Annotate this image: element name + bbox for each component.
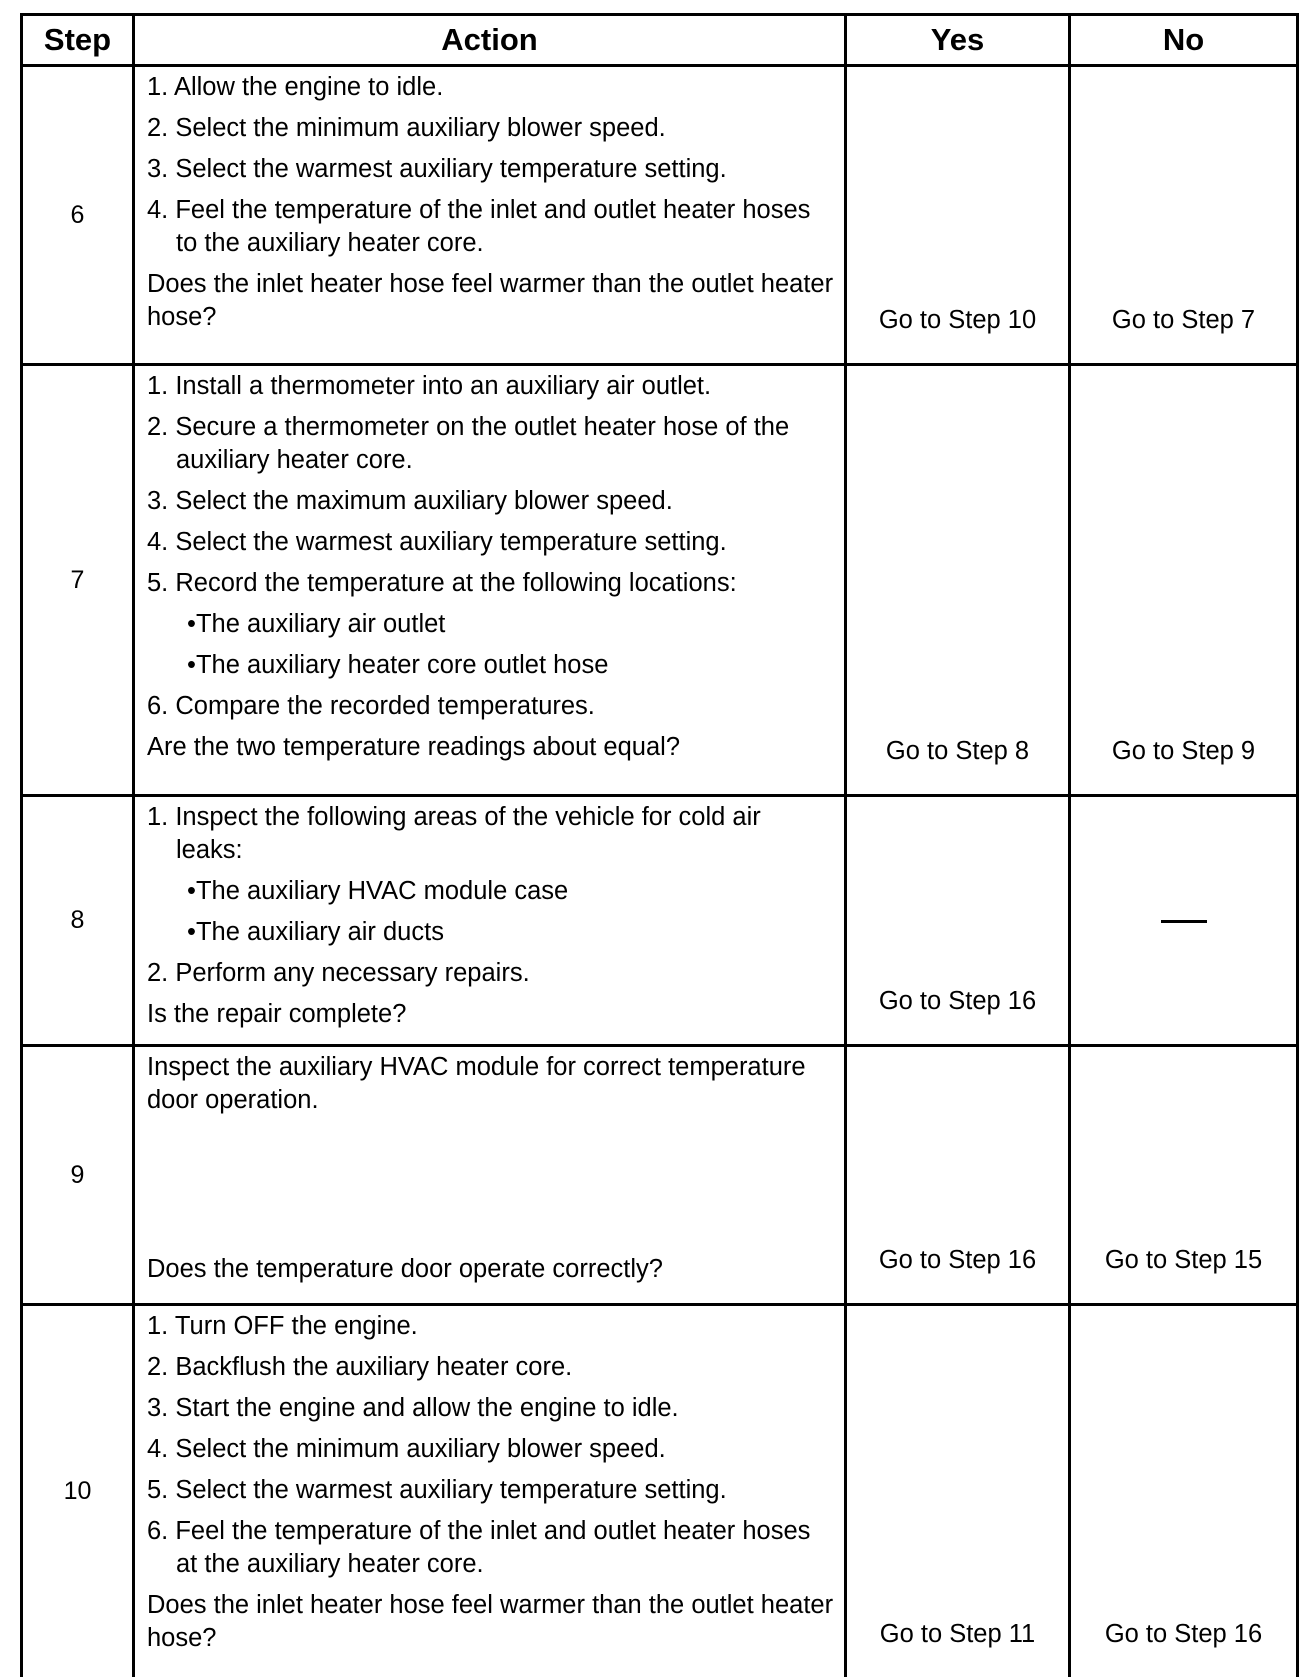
table-row [22,1305,1298,1677]
action-item: 4. Select the minimum auxiliary blower speed. [147,1435,666,1463]
no-result: Go to Step 15 [1070,1046,1298,1305]
table-row [22,1046,1298,1305]
yes-result: Go to Step 16 [846,796,1070,1046]
dash-placeholder [1161,920,1207,923]
action-item: 5. Record the temperature at the following locations: [147,569,737,597]
action-cell [134,66,846,365]
yes-result: Go to Step 8 [846,365,1070,796]
action-item: 6. Feel the temperature of the inlet and outlet heater hoses at the auxiliary heater core. [147,1517,811,1578]
yes-result: Go to Step 10 [846,66,1070,365]
action-item: 1. Allow the engine to idle. [147,73,444,101]
action-item: 3. Select the maximum auxiliary blower speed. [147,487,673,515]
step-number: 8 [22,796,134,1046]
step-number: 6 [22,66,134,365]
action-item: 2. Perform any necessary repairs. [147,959,530,987]
table-row [22,365,1298,796]
no-result: Go to Step 7 [1070,66,1298,365]
action-item: 5. Select the warmest auxiliary temperature setting. [147,1476,727,1504]
step-number: 10 [22,1305,134,1677]
no-result [1070,796,1298,1046]
action-cell [134,796,846,1046]
step-number: 9 [22,1046,134,1305]
action-item: 1. Inspect the following areas of the vehicle for cold air leaks: [147,803,761,864]
action-item: 1. Install a thermometer into an auxiliary air outlet. [147,372,712,400]
diagnostic-table [20,13,1299,1677]
header-step: Step [22,15,134,66]
action-item: 2. Secure a thermometer on the outlet heater hose of the auxiliary heater core. [147,413,790,474]
header-no: No [1070,15,1298,66]
yes-result: Go to Step 11 [846,1305,1070,1677]
step-number: 7 [22,365,134,796]
action-item: 2. Backflush the auxiliary heater core. [147,1353,573,1381]
table-row [22,66,1298,365]
header-yes: Yes [846,15,1070,66]
action-question: Is the repair complete? [147,1000,407,1028]
action-item: 6. Compare the recorded temperatures. [147,692,595,720]
no-result: Go to Step 9 [1070,365,1298,796]
action-item: 2. Select the minimum auxiliary blower speed. [147,114,666,142]
action-item: Inspect the auxiliary HVAC module for correct temperature door operation. [147,1053,806,1114]
action-cell [134,365,846,796]
bullet-item: • The auxiliary air ducts [147,916,834,949]
header-action: Action [134,15,846,66]
action-item: 1. Turn OFF the engine. [147,1312,418,1340]
action-item: 4. Select the warmest auxiliary temperature setting. [147,528,727,556]
action-item: 3. Start the engine and allow the engine to idle. [147,1394,679,1422]
yes-result: Go to Step 16 [846,1046,1070,1305]
bullet-item: • The auxiliary air outlet [147,608,834,641]
action-question: Does the inlet heater hose feel warmer than the outlet heater hose? [147,1591,834,1652]
no-result: Go to Step 16 [1070,1305,1298,1677]
action-question: Does the inlet heater hose feel warmer than the outlet heater hose? [147,270,834,331]
action-cell [134,1046,846,1305]
bullet-item: • The auxiliary HVAC module case [147,875,834,908]
action-cell [134,1305,846,1677]
action-item: 4. Feel the temperature of the inlet and outlet heater hoses to the auxiliary heater core. [147,196,811,257]
header-row [22,15,1298,66]
table-row [22,796,1298,1046]
bullet-item: • The auxiliary heater core outlet hose [147,649,834,682]
action-question: Are the two temperature readings about equal? [147,733,681,761]
action-item: 3. Select the warmest auxiliary temperature setting. [147,155,727,183]
action-question: Does the temperature door operate correctly? [147,1255,663,1283]
